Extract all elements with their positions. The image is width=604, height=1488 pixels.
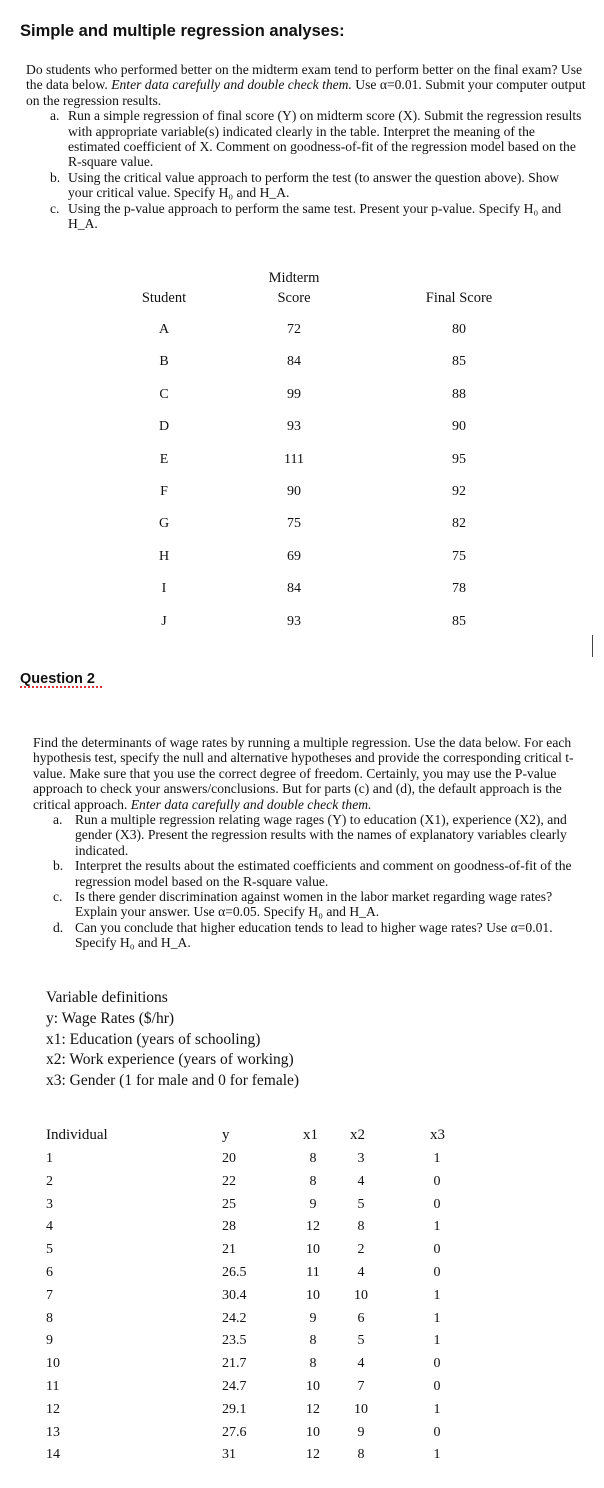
q1-cell-final: 80	[452, 322, 466, 337]
q2-cell-x2: 5	[357, 1333, 365, 1349]
q2-item-b: b. Interpret the results about the estimated coefficients and comment on goodness-of-fit of the regression model based on the R-square value.	[53, 858, 572, 889]
q1-cell-midterm: 99	[287, 386, 301, 402]
q2-cell-y: 31	[222, 1447, 236, 1463]
q1-item-a: a. Run a simple regression of final score (Y) on midterm score (X). Submit the regression results with appropriate variable(s) indicated clearly in the table. Interpret the meaning of the estimated coefficient of X. Comment on goodness-of-fit of the regression model based on the R-square value.	[50, 108, 582, 170]
col-header-x2: x2	[350, 1127, 365, 1143]
q2-cell-x3: 1	[433, 1333, 441, 1349]
q2-cell-x2: 2	[357, 1242, 365, 1258]
q1-cell-student: F	[160, 484, 168, 499]
q1-cell-midterm: 75	[287, 516, 301, 532]
q2-cell-x1: 9	[309, 1310, 317, 1326]
page-title: Simple and multiple regression analyses:	[20, 22, 345, 40]
q1-cell-final: 78	[452, 581, 466, 597]
q1-cell-midterm: 84	[287, 354, 301, 370]
q2-item-d: d. Can you conclude that higher education tends to lead to higher wage rates? Use α=0.01. Specify H₀ and H_A.	[53, 919, 553, 951]
q2-cell-x1: 10	[306, 1242, 320, 1258]
q1-cell-student: H	[158, 548, 170, 564]
q2-cell-x2: 3	[357, 1151, 365, 1166]
q1-cell-midterm: 90	[287, 484, 301, 499]
q1-text-block	[26, 62, 586, 231]
vardef-x1: x1: Education (years of schooling)	[46, 1030, 261, 1048]
q1-cell-midterm: 84	[287, 581, 301, 597]
q2-cell-x3: 1	[433, 1219, 441, 1235]
q2-cell-x2: 8	[357, 1219, 365, 1235]
q1-cell-midterm: 93	[287, 613, 301, 629]
text-cursor	[592, 635, 593, 657]
q2-cell-i: 8	[46, 1310, 53, 1326]
q2-cell-x3: 1	[433, 1401, 441, 1417]
q2-cell-i: 14	[46, 1447, 60, 1463]
q2-cell-x3: 0	[433, 1196, 441, 1212]
col-header-student: Student	[141, 290, 187, 306]
q1-cell-student: J	[161, 613, 167, 629]
q1-cell-midterm: 111	[284, 451, 304, 467]
q2-cell-x1: 11	[306, 1265, 320, 1280]
q1-cell-student: D	[158, 419, 170, 435]
q2-cell-y: 24.2	[222, 1310, 247, 1326]
q2-cell-x3: 0	[433, 1242, 441, 1258]
q2-cell-x2: 8	[357, 1447, 365, 1463]
q2-cell-i: 12	[46, 1401, 60, 1417]
q2-cell-x2: 4	[357, 1356, 365, 1372]
q2-cell-x1: 8	[309, 1151, 317, 1166]
q1-cell-midterm: 93	[287, 419, 301, 435]
q2-cell-i: 6	[46, 1265, 53, 1280]
q2-cell-x3: 1	[433, 1310, 441, 1326]
q2-cell-i: 9	[46, 1333, 53, 1349]
q1-cell-final: 92	[452, 484, 466, 499]
q2-cell-x1: 10	[306, 1424, 320, 1440]
q1-cell-final: 85	[452, 613, 466, 629]
vardef-x3: x3: Gender (1 for male and 0 for female)	[46, 1072, 300, 1090]
q2-item-c: c. Is there gender discrimination against women in the labor market regarding wage rates? Explain your answer. Use α=0.05. Specify H₀ and H_A.	[53, 889, 553, 920]
q2-cell-y: 21	[222, 1242, 236, 1258]
q2-cell-x2: 5	[357, 1196, 365, 1212]
q2-cell-i: 10	[46, 1356, 60, 1372]
q2-cell-y: 21.7	[222, 1356, 247, 1372]
q2-cell-x1: 10	[306, 1379, 320, 1394]
q2-cell-i: 7	[46, 1287, 53, 1303]
q2-cell-x2: 4	[357, 1173, 365, 1189]
q2-cell-i: 2	[46, 1173, 53, 1189]
q2-cell-x3: 0	[433, 1424, 441, 1440]
q2-cell-x3: 1	[433, 1287, 441, 1303]
q1-cell-final: 82	[452, 516, 466, 532]
col-header-x3: x3	[430, 1127, 445, 1143]
q2-cell-x1: 9	[309, 1196, 317, 1212]
q1-cell-student: C	[159, 386, 169, 402]
col-header-individual: Individual	[46, 1127, 108, 1143]
q1-item-c: c. Using the p-value approach to perform the same test. Present your p-value. Specify H₀ and H_A.	[50, 200, 562, 232]
q2-cell-x1: 10	[306, 1287, 320, 1303]
q2-cell-x1: 8	[309, 1356, 317, 1372]
q2-cell-x3: 0	[433, 1356, 441, 1372]
vardef-y: y: Wage Rates ($/hr)	[46, 1009, 175, 1027]
q1-cell-student: I	[161, 581, 167, 597]
q2-cell-x3: 1	[433, 1447, 441, 1463]
q2-cell-x3: 0	[433, 1379, 441, 1394]
q2-cell-x2: 10	[354, 1287, 368, 1303]
q2-subquestions	[33, 812, 589, 951]
q2-cell-x2: 10	[354, 1401, 368, 1417]
q1-cell-midterm: 69	[287, 548, 301, 564]
q2-cell-i: 13	[46, 1424, 60, 1440]
q2-cell-x1: 12	[306, 1401, 320, 1417]
q1-cell-final: 95	[452, 451, 466, 467]
col-header-midterm: Midterm Score	[268, 270, 320, 306]
q2-cell-i: 1	[46, 1151, 53, 1166]
q1-item-b: b. Using the critical value approach to perform the test (to answer the question above). Show your critical value. Specify H₀ and H_A.	[50, 169, 560, 201]
variable-definitions	[46, 988, 299, 1092]
q2-cell-x3: 0	[433, 1173, 441, 1189]
col-header-y: y	[222, 1127, 230, 1143]
q2-cell-x1: 8	[309, 1173, 317, 1189]
q2-cell-x2: 6	[357, 1310, 365, 1326]
q2-text-block	[33, 735, 589, 951]
q1-cell-student: E	[159, 451, 169, 467]
q1-cell-student: G	[158, 516, 170, 532]
q1-cell-final: 90	[452, 419, 466, 435]
q1-cell-final: 85	[452, 354, 466, 370]
q2-cell-y: 24.7	[222, 1379, 247, 1394]
q1-cell-student: B	[159, 354, 169, 370]
q1-intro: Do students who performed better on the midterm exam tend to perform better on the final exam? Use the data below. Enter data carefully and double check them. Use α=0.01. Submit your computer output on the regression results.	[26, 62, 586, 108]
q1-cell-final: 75	[452, 548, 466, 564]
q2-cell-x1: 8	[309, 1333, 317, 1349]
vardefs-title: Variable definitions	[46, 989, 168, 1006]
q2-cell-x3: 0	[433, 1265, 441, 1280]
q1-subquestions	[26, 108, 586, 231]
vardef-x2: x2: Work experience (years of working)	[46, 1051, 294, 1069]
q2-cell-y: 28	[222, 1219, 236, 1235]
spellcheck-underline	[20, 686, 102, 688]
q2-cell-i: 4	[46, 1219, 53, 1235]
q2-item-a: a. Run a multiple regression relating wage rages (Y) to education (X1), experience (X2), and gender (X3). Present the regression results with the names of explanatory variables clearly indicated.	[53, 812, 567, 858]
q1-cell-student: A	[158, 322, 170, 337]
question-2-heading: Question 2	[20, 671, 95, 687]
q2-cell-i: 11	[46, 1379, 60, 1394]
q2-cell-x1: 12	[306, 1447, 320, 1463]
q2-cell-y: 23.5	[222, 1333, 247, 1349]
q2-cell-y: 25	[222, 1196, 236, 1212]
q2-cell-y: 30.4	[222, 1287, 247, 1303]
q2-cell-i: 3	[46, 1196, 53, 1212]
q1-cell-final: 88	[452, 386, 466, 402]
q2-cell-x2: 9	[357, 1424, 365, 1440]
q2-cell-y: 27.6	[222, 1424, 247, 1440]
q2-cell-y: 26.5	[222, 1265, 247, 1280]
q2-cell-y: 20	[222, 1151, 236, 1166]
col-header-final: Final Score	[425, 290, 493, 306]
q1-cell-midterm: 72	[287, 322, 301, 337]
q2-cell-x2: 4	[357, 1265, 365, 1280]
q2-cell-i: 5	[46, 1242, 53, 1258]
q2-cell-y: 22	[222, 1173, 236, 1189]
q2-cell-x2: 7	[357, 1379, 365, 1394]
q2-cell-x3: 1	[433, 1151, 441, 1166]
q2-cell-y: 29.1	[222, 1401, 247, 1417]
col-header-x1: x1	[303, 1127, 318, 1143]
q2-cell-x1: 12	[306, 1219, 320, 1235]
q2-intro: Find the determinants of wage rates by running a multiple regression. Use the data below. For each hypothesis test, specify the null and alternative hypotheses and provide the corresponding critical t-value. Make sure that you use the correct degree of freedom. Certainly, you may use the P-value approach to check your answers/conclusions. But for parts (c) and (d), the default approach is the critical approach. Enter data carefully and double check them.	[33, 735, 574, 812]
